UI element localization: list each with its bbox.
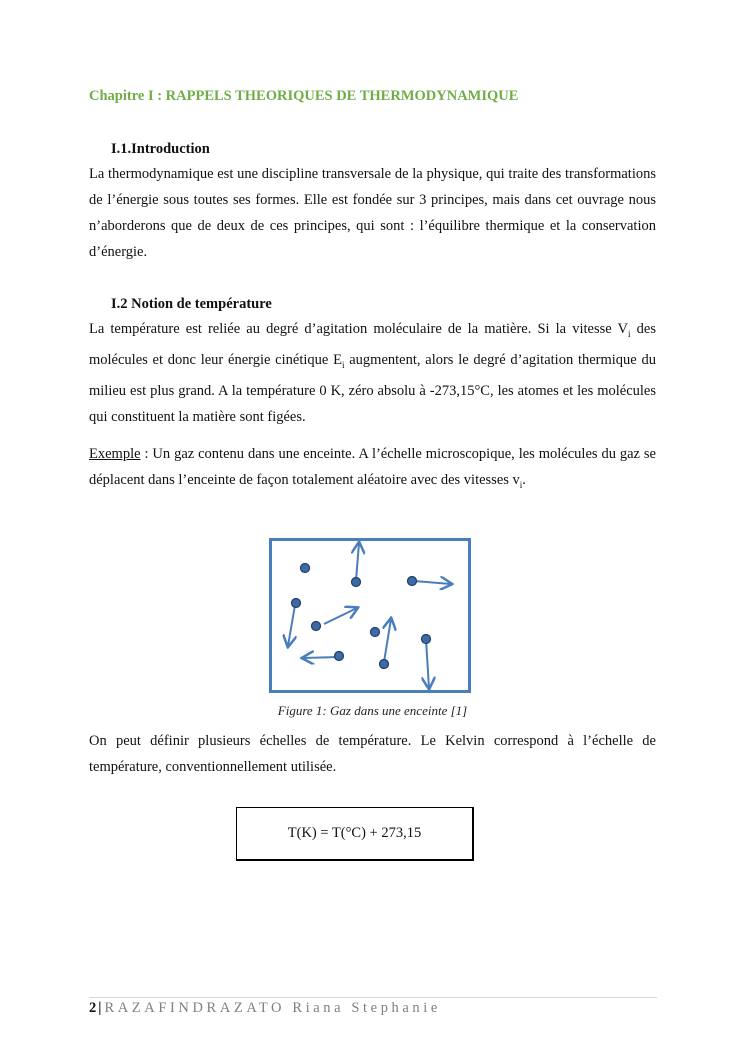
footer-separator: |: [98, 1000, 102, 1016]
introduction-paragraph: [89, 161, 656, 265]
scales-text: On peut définir plusieurs échelles de température. Le Kelvin correspond à l’échelle de température, conventionnellement utilisée.: [89, 733, 656, 775]
temperature-text-b: des molécules et donc leur énergie cinétique E: [89, 321, 656, 368]
velocity-subscript: i: [628, 328, 631, 339]
page-footer: [89, 998, 441, 1018]
figure-caption: Figure 1: Gaz dans une enceinte [1]: [277, 703, 468, 718]
gas-molecule: [292, 599, 301, 608]
example-subscript: i: [519, 479, 523, 490]
formula-box: [236, 807, 474, 861]
gas-molecule: [335, 652, 344, 661]
example-text-b: .: [522, 472, 526, 488]
gas-molecule: [352, 578, 361, 587]
gas-container-figure: [269, 538, 471, 693]
temperature-paragraph: [89, 316, 656, 430]
gas-molecule: [408, 577, 417, 586]
gas-molecule: [371, 628, 380, 637]
example-paragraph: [89, 441, 656, 498]
chapter-title: Chapitre I : RAPPELS THEORIQUES DE THERMODYNAMIQUE: [89, 88, 519, 104]
temperature-text-a: La température est reliée au degré d’agitation moléculaire de la matière. Si la vitesse V: [89, 321, 629, 337]
gas-molecule: [422, 635, 431, 644]
velocity-arrow: [303, 657, 339, 658]
example-text-a: : Un gaz contenu dans une enceinte. A l’échelle microscopique, les molécules du gaz se déplacent dans l’enceinte de façon totalement aléatoire avec des vitesses v: [89, 446, 656, 488]
example-label: Exemple: [89, 446, 141, 462]
temperature-text-c: augmentent, alors le degré d’agitation thermique du milieu est plus grand. A la température 0 K, zéro absolu à -273,15°C, les atomes et les molécules qui constituent la matière sont figées.: [89, 351, 657, 425]
footer-author: RAZAFINDRAZATO Riana Stephanie: [104, 1000, 441, 1016]
gas-molecule: [380, 660, 389, 669]
kelvin-formula: T(K) = T(°C) + 273,15: [287, 825, 422, 841]
gas-molecule: [301, 564, 310, 573]
section-heading-temperature: I.2 Notion de température: [111, 296, 272, 312]
scales-paragraph: [89, 728, 656, 780]
section-heading-introduction: I.1.Introduction: [111, 141, 210, 157]
page-number: 2: [89, 1000, 97, 1016]
introduction-text: La thermodynamique est une discipline transversale de la physique, qui traite des transformations de l’énergie sous toutes ses formes. Elle est fondée sur 3 principes, mais dans cet ouvrage nous n’aborderons que de deux de ces principes, qui sont : l’équilibre thermique et la conservation d’énergie.: [89, 166, 656, 260]
container-box: [271, 540, 470, 692]
energy-subscript: i: [341, 359, 345, 370]
gas-molecule: [312, 622, 321, 631]
